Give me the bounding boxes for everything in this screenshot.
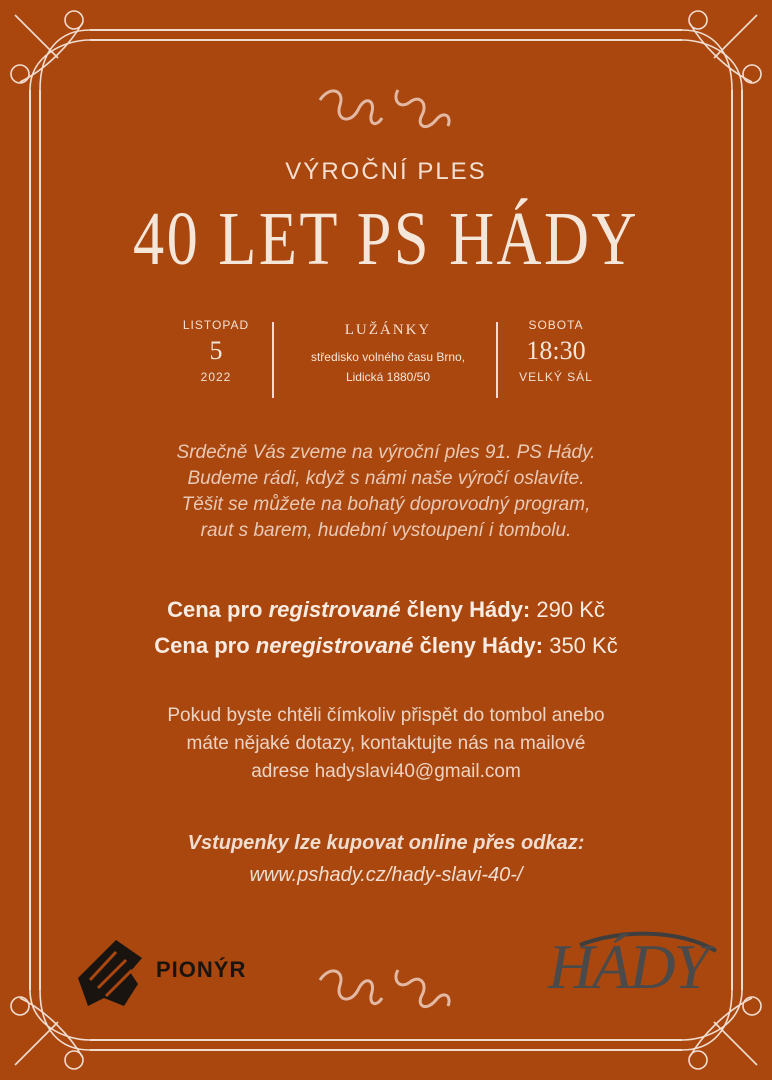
weekday: SOBOTA — [528, 318, 584, 332]
divider — [272, 322, 274, 398]
divider — [496, 322, 498, 398]
corner-ornament-top-right-icon — [682, 11, 761, 90]
venue-address-line2: Lidická 1880/50 — [345, 370, 431, 384]
event-time: 18:30 — [526, 336, 586, 365]
invitation-line: Budeme rádi, když s námi naše výročí oslavíte. — [187, 468, 585, 489]
snake-ornament-bottom-icon — [320, 970, 449, 1007]
date-year: 2022 — [200, 370, 232, 384]
tickets-section — [0, 827, 772, 891]
tickets-label: Vstupenky lze kupovat online přes odkaz: — [187, 832, 585, 854]
invitation-line: raut s barem, hudební vystoupení i tombolu. — [200, 520, 572, 541]
snake-ornament-top-icon — [320, 90, 449, 127]
price-registered — [0, 592, 772, 628]
event-info — [180, 318, 600, 402]
price-label: členy Hády: — [400, 597, 531, 622]
event-subtitle: VÝROČNÍ PLES — [285, 158, 487, 185]
price-label-emphasis: registrované — [268, 597, 401, 622]
price-label: Cena pro — [154, 633, 256, 658]
venue-address-line1: středisko volného času Brno, — [310, 350, 466, 364]
price-label-emphasis: neregistrované — [255, 633, 414, 658]
price-label: Cena pro — [167, 597, 269, 622]
hady-logo-text: HÁDY — [548, 931, 708, 1002]
invitation-line: Těšit se můžete na bohatý doprovodný program, — [181, 494, 591, 515]
hall-name: VELKÝ SÁL — [519, 370, 593, 384]
contact-line: máte nějaké dotazy, kontaktujte nás na mailové — [186, 733, 586, 754]
event-title: 40 LET PS HÁDY — [133, 197, 639, 281]
date-block — [180, 318, 252, 384]
venue-name: LUŽÁNKY — [344, 322, 432, 338]
contact-line: Pokud byste chtěli čímkoliv přispět do tombol anebo — [167, 705, 605, 726]
price-list — [0, 592, 772, 664]
invitation-line: Srdečně Vás zveme na výroční ples 91. PS Hády. — [176, 442, 596, 463]
price-nonregistered — [0, 628, 772, 664]
time-block — [512, 318, 600, 384]
pionyr-logo-text: PIONÝR — [156, 957, 247, 982]
price-value: 290 Kč — [530, 597, 605, 622]
date-day: 5 — [209, 336, 223, 365]
contact-text — [0, 702, 772, 786]
contact-line: adrese hadyslavi40@gmail.com — [251, 761, 521, 782]
tickets-link[interactable]: www.pshady.cz/hady-slavi-40-/ — [249, 864, 523, 886]
invitation-text — [0, 440, 772, 544]
date-month: LISTOPAD — [182, 318, 250, 332]
price-label: členy Hády: — [413, 633, 544, 658]
price-value: 350 Kč — [543, 633, 618, 658]
corner-ornament-top-left-icon — [11, 11, 90, 90]
venue-block — [280, 318, 496, 387]
